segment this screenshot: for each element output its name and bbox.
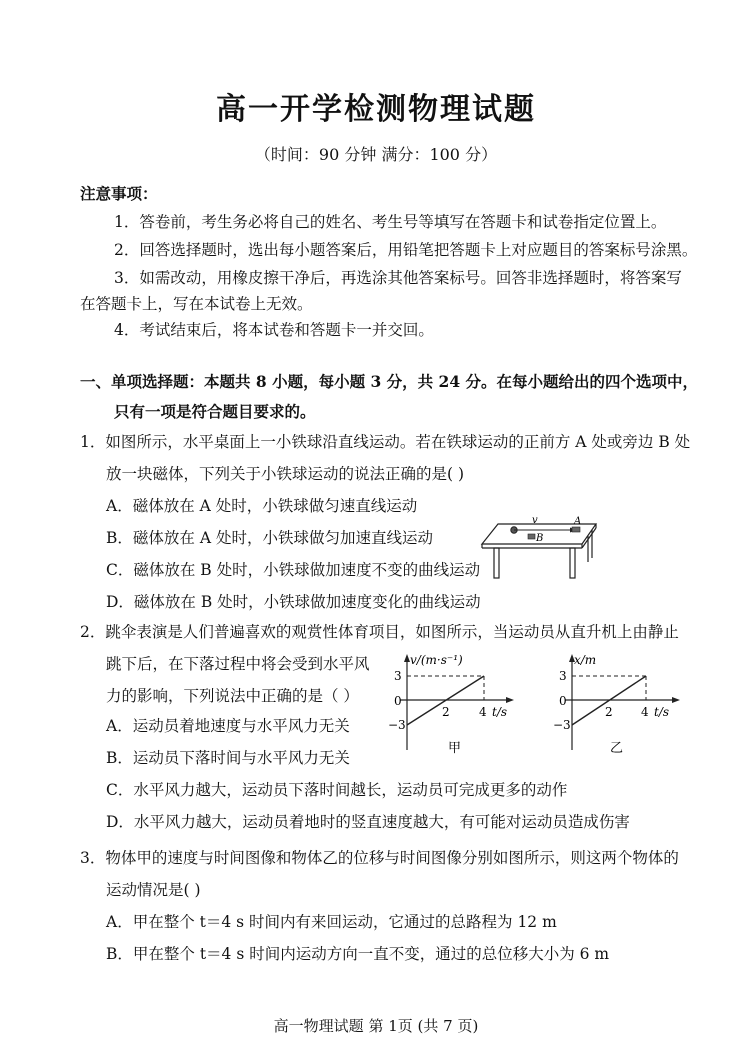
page-footer: 高一物理试题 第 1页 (共 7 页) — [273, 1017, 479, 1035]
y-tick-label: 3 — [394, 669, 402, 683]
option: D．磁体放在 B 处时，小铁球做加速度变化的曲线运动 — [106, 593, 481, 611]
section-heading: 一、单项选择题：本题共 8 小题，每小题 3 分，共 24 分。在每小题给出的四个选项中， — [80, 372, 699, 391]
question-stem: 2．跳伞表演是人们普遍喜欢的观赏性体育项目，如图所示，当运动员从直升机上由静止 — [80, 623, 679, 641]
x-axis-label: t/s — [492, 705, 508, 719]
x-tick-label: 4 — [641, 705, 649, 719]
option: A．甲在整个 t＝4 s 时间内有来回运动，它通过的总路程为 12 m — [106, 913, 557, 931]
option: B．甲在整个 t＝4 s 时间内运动方向一直不变，通过的总位移大小为 6 m — [106, 945, 610, 963]
option: B．磁体放在 A 处时，小铁球做匀加速直线运动 — [106, 529, 433, 547]
option: A．运动员着地速度与水平风力无关 — [106, 717, 350, 735]
question-stem: 放一块磁体，下列关于小铁球运动的说法正确的是( ) — [106, 465, 465, 483]
notice-item: 2．回答选择题时，选出每小题答案后，用铅笔把答题卡上对应题目的答案标号涂黑。 — [114, 241, 698, 259]
x-tick-label: 2 — [442, 705, 450, 719]
y-tick-label: −3 — [553, 718, 571, 732]
option: B．运动员下落时间与水平风力无关 — [106, 749, 350, 767]
velocity-label: v — [532, 515, 538, 526]
graph-jia — [360, 650, 520, 760]
graph-yi — [538, 650, 688, 760]
notice-item: 4．考试结束后，将本试卷和答题卡一并交回。 — [114, 321, 434, 339]
notice-heading: 注意事项： — [80, 184, 158, 203]
option: C．水平风力越大，运动员下落时间越长，运动员可完成更多的动作 — [106, 781, 568, 799]
y-tick-label: −3 — [388, 718, 406, 732]
y-axis-label: v/(m·s⁻¹) — [410, 653, 463, 667]
x-axis-label: t/s — [654, 705, 670, 719]
question-stem: 运动情况是( ) — [106, 881, 201, 899]
option: D．水平风力越大，运动员着地时的竖直速度越大，有可能对运动员造成伤害 — [106, 813, 630, 831]
notice-item: 3．如需改动，用橡皮擦干净后，再选涂其他答案标号。回答非选择题时，将答案写 — [114, 269, 682, 287]
point-b-label: B — [536, 533, 544, 544]
option: C．磁体放在 B 处时，小铁球做加速度不变的曲线运动 — [106, 561, 481, 579]
question-stem: 1．如图所示，水平桌面上一小铁球沿直线运动。若在铁球运动的正前方 A 处或旁边 B 处 — [80, 433, 691, 451]
magnet-b — [528, 534, 535, 539]
y-axis-label: x/m — [574, 653, 597, 667]
question-stem: 力的影响，下列说法中正确的是（ ） — [106, 687, 359, 705]
section-heading: 只有一项是符合题目要求的。 — [114, 402, 316, 421]
y-tick-label: 3 — [559, 669, 567, 683]
y-tick-label: 0 — [394, 694, 402, 708]
graph-caption: 甲 — [448, 741, 462, 756]
y-tick-label: 0 — [559, 694, 567, 708]
notice-item: 1．答卷前，考生务必将自己的姓名、考生号等填写在答题卡和试卷指定位置上。 — [114, 213, 667, 231]
question-stem: 跳下后，在下落过程中将会受到水平风 — [106, 655, 370, 673]
magnet-a — [572, 527, 580, 532]
point-a-label: A — [574, 516, 582, 527]
option: A．磁体放在 A 处时，小铁球做匀速直线运动 — [106, 497, 418, 515]
notice-item: 在答题卡上，写在本试卷上无效。 — [80, 295, 313, 313]
x-tick-label: 4 — [479, 705, 487, 719]
graph-caption: 乙 — [610, 741, 624, 756]
page-title: 高一开学检测物理试题 — [216, 92, 536, 127]
question-stem: 3．物体甲的速度与时间图像和物体乙的位移与时间图像分别如图所示，则这两个物体的 — [80, 849, 679, 867]
x-tick-label: 2 — [605, 705, 613, 719]
exam-info: （时间：90 分钟 满分：100 分） — [254, 145, 498, 164]
table-figure — [478, 508, 602, 588]
